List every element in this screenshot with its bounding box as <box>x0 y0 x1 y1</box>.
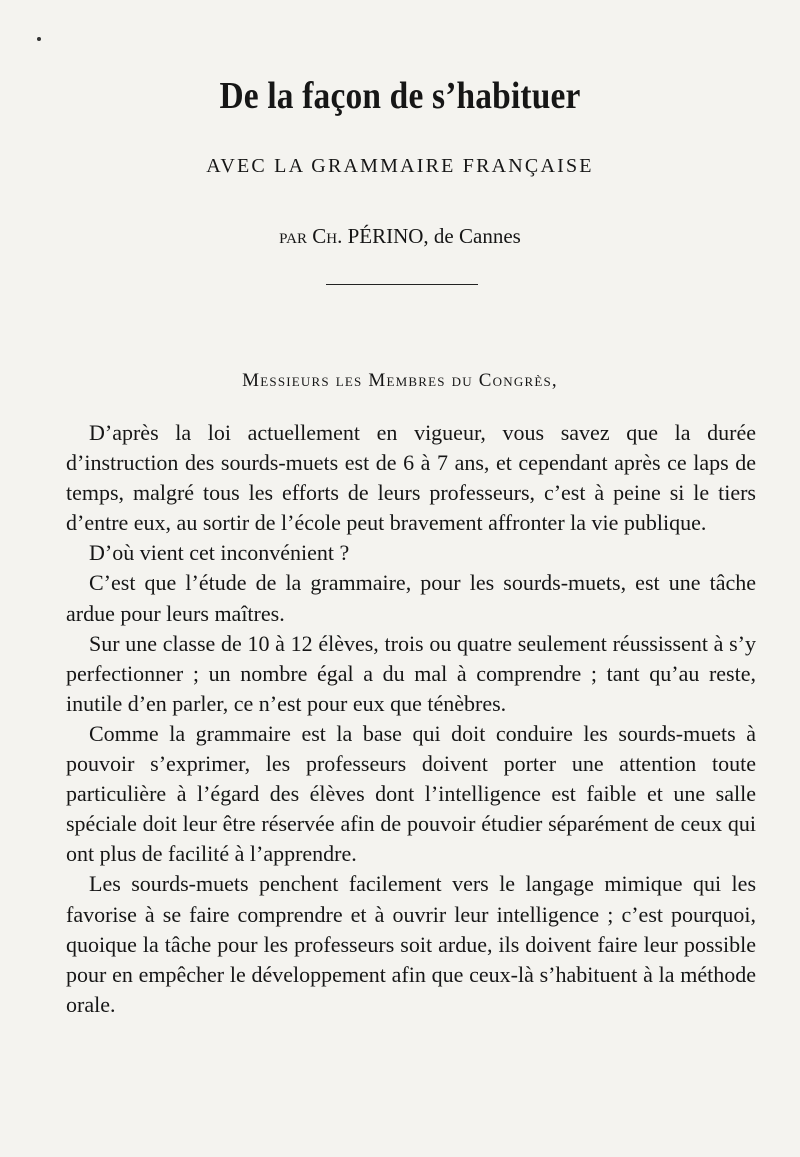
paragraph: D’où vient cet inconvénient ? <box>89 540 350 566</box>
author-name: PÉRINO, de Cannes <box>347 224 521 248</box>
title-divider <box>326 284 478 285</box>
paragraph: C’est que l’étude de la grammaire, pour les sourds-muets, est une tâche ardue pour leurs maîtres. <box>66 570 756 626</box>
ink-speck <box>37 37 41 41</box>
paragraph: Sur une classe de 10 à 12 élèves, trois ou quatre seulement réussissent à s’y perfectionner ; un nombre égal a du mal à comprendre ; tant qu’au reste, inutile d’en parler, ce n’est pour eux que ténèbres. <box>66 630 756 716</box>
author-prefix: par Ch. <box>279 224 343 248</box>
paragraph: D’après la loi actuellement en vigueur, vous savez que la durée d’instruction des sourds-muets est de 6 à 7 ans, et cependant après ce laps de temps, malgré tous les efforts de leurs professeurs, c’est à peine si le tiers d’entre eux, au sortir de l’école peut bravement affronter la vie publique. <box>66 420 756 536</box>
article-body <box>66 418 756 1020</box>
article-subtitle: AVEC LA GRAMMAIRE FRANÇAISE <box>206 155 594 177</box>
article-title: De la façon de s’habituer <box>219 75 581 117</box>
paragraph: Les sourds-muets penchent facilement vers le langage mimique qui les favorise à se faire comprendre et à ouvrir leur intelligence ; c’est pourquoi, quoique la tâche pour les professeurs soit ardue, ils doivent faire leur possible pour en empêcher le développement afin que ceux-là s’habituent à la méthode orale. <box>66 871 756 1017</box>
salutation: Messieurs les Membres du Congrès, <box>242 370 558 391</box>
paragraph: Comme la grammaire est la base qui doit conduire les sourds-muets à pouvoir s’exprimer, les professeurs doivent porter une attention toute particulière à l’égard des élèves dont l’intelligence est faible et une salle spéciale doit leur être réservée afin de pouvoir étudier séparément de ceux qui ont plus de facilité à l’apprendre. <box>66 720 756 867</box>
author-line <box>0 224 800 249</box>
